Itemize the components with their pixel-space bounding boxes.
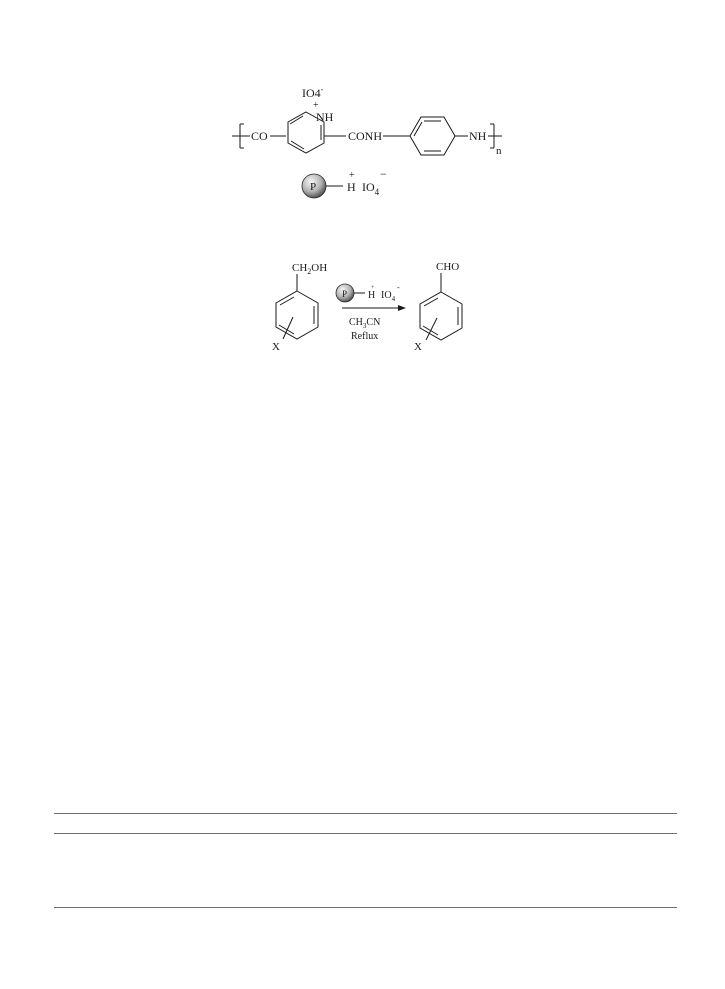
reagent-anion-charge: -: [397, 283, 400, 292]
pyridinium-nh-label: NH: [316, 110, 334, 124]
product-benzene-ring: [420, 292, 462, 340]
table-header-rule: [54, 833, 677, 834]
proton-label: H: [347, 180, 356, 194]
phenylene-ring: [410, 117, 455, 155]
product-benzaldehyde: [414, 261, 462, 353]
reagent-sphere-label: P: [342, 289, 348, 299]
amide-conh-label: CONH: [348, 129, 383, 143]
carbonyl-co-label: CO: [251, 129, 268, 143]
reagent-proton: H: [368, 290, 376, 301]
amine-nh-label: NH: [469, 129, 487, 143]
reaction-reagent: [336, 283, 400, 303]
polymer-structure: [232, 85, 502, 157]
pyridinium-charge: +: [313, 100, 319, 111]
reactant-benzyl-alcohol: [272, 262, 327, 353]
reactant-benzene-ring: [276, 291, 318, 339]
reagent-anion: $IO_4$: [381, 290, 396, 303]
product-cho-label: CHO: [436, 261, 460, 273]
product-substituent-x: X: [414, 341, 422, 353]
reactant-substituent-x: X: [272, 341, 280, 353]
proton-charge: +: [349, 170, 355, 181]
condition-label: Reflux: [351, 331, 379, 342]
sphere-label: P: [310, 181, 317, 193]
table-top-rule: [54, 813, 677, 814]
anion-charge: −: [380, 167, 387, 181]
reactant-ch2oh-label: $CH_2OH$: [292, 262, 328, 276]
periodate-anion-label: $IO_4$: [362, 180, 380, 197]
counterion-label: IO4-: [302, 85, 324, 100]
solvent-label: $CH_3CN$: [349, 317, 381, 330]
reagent-proton-charge: +: [371, 285, 375, 291]
repeat-subscript: n: [496, 145, 502, 157]
reagent-legend: [302, 167, 387, 198]
reaction-scheme: [272, 261, 462, 353]
table-bottom-rule: [54, 907, 677, 908]
left-repeat-bracket: [232, 124, 250, 148]
